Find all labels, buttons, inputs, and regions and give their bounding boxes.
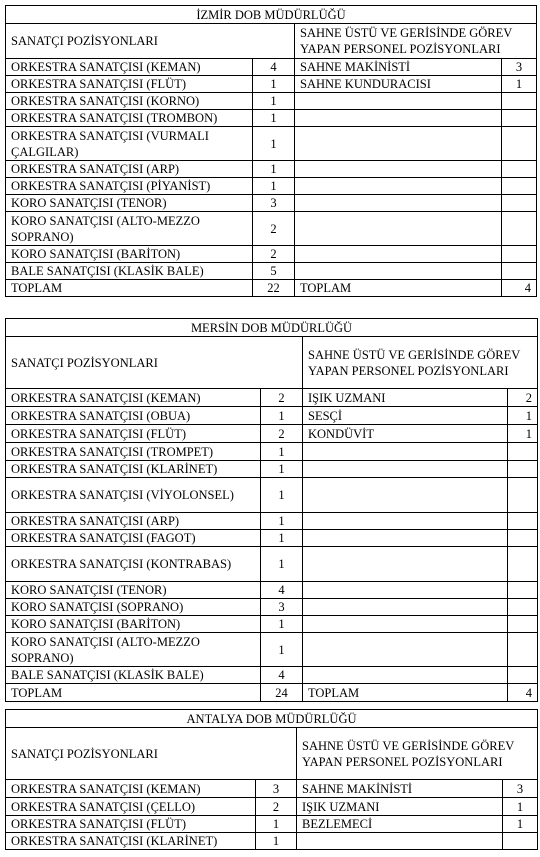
count-cell: 1 xyxy=(261,461,303,478)
position-cell: KORO SANATÇISI (TENOR) xyxy=(6,582,261,599)
staff-cell: BEZLEMECİ xyxy=(297,816,503,833)
count-cell: 3 xyxy=(261,599,303,616)
table-row xyxy=(6,407,538,425)
table-row xyxy=(6,178,537,195)
count-cell: 1 xyxy=(261,443,303,461)
staff-count-cell: 2 xyxy=(508,389,538,407)
staff-cell xyxy=(303,530,508,547)
count-cell: 1 xyxy=(253,110,295,127)
staff-count-cell xyxy=(502,263,537,280)
total-label: TOPLAM xyxy=(6,280,253,297)
table-row xyxy=(6,513,538,530)
table-row xyxy=(6,633,538,667)
position-cell: ORKESTRA SANATÇISI (KEMAN) xyxy=(6,780,256,798)
position-cell: ORKESTRA SANATÇISI (KLARİNET) xyxy=(6,461,261,478)
staff-cell xyxy=(295,93,502,110)
table-row xyxy=(6,110,537,127)
position-cell: KORO SANATÇISI (ALTO-MEZZO SOPRANO) xyxy=(6,212,253,246)
position-cell: KORO SANATÇISI (TENOR) xyxy=(6,195,253,212)
table-row xyxy=(6,127,537,161)
table-row xyxy=(6,195,537,212)
staff-count-cell xyxy=(508,633,538,667)
staff-count-cell xyxy=(508,443,538,461)
staff-cell xyxy=(295,178,502,195)
position-cell: ORKESTRA SANATÇISI (FLÜT) xyxy=(6,816,256,833)
count-cell: 1 xyxy=(261,407,303,425)
izmir-table xyxy=(5,5,537,297)
count-cell: 3 xyxy=(253,195,295,212)
staff-count-cell xyxy=(508,513,538,530)
staff-cell xyxy=(303,547,508,582)
table-row xyxy=(6,93,537,110)
count-cell: 1 xyxy=(253,127,295,161)
staff-cell xyxy=(295,127,502,161)
count-cell: 2 xyxy=(261,425,303,443)
staff-count-cell xyxy=(502,212,537,246)
artist-positions-header: SANATÇI POZİSYONLARI xyxy=(6,337,303,389)
table-row xyxy=(6,76,537,93)
staff-count-cell xyxy=(508,547,538,582)
total-value: 22 xyxy=(253,280,295,297)
antalya-table xyxy=(5,709,538,850)
position-cell: ORKESTRA SANATÇISI (VİYOLONSEL) xyxy=(6,478,261,513)
position-cell: ORKESTRA SANATÇISI (KLARİNET) xyxy=(6,833,256,850)
position-cell: ORKESTRA SANATÇISI (KONTRABAS) xyxy=(6,547,261,582)
position-cell: ORKESTRA SANATÇISI (ÇELLO) xyxy=(6,798,256,816)
staff-positions-header: SAHNE ÜSTÜ VE GERİSİNDE GÖREV YAPAN PERSONEL POZİSYONLARI xyxy=(295,24,537,59)
position-cell: ORKESTRA SANATÇISI (KORNO) xyxy=(6,93,253,110)
position-cell: KORO SANATÇISI (BARİTON) xyxy=(6,616,261,633)
staff-count-cell xyxy=(502,161,537,178)
count-cell: 1 xyxy=(253,93,295,110)
position-cell: KORO SANATÇISI (BARİTON) xyxy=(6,246,253,263)
staff-count-cell xyxy=(502,246,537,263)
staff-cell xyxy=(297,833,503,850)
count-cell: 1 xyxy=(256,833,297,850)
staff-total-value: 4 xyxy=(502,280,537,297)
table-row xyxy=(6,833,538,850)
table-title: İZMİR DOB MÜDÜRLÜĞÜ xyxy=(6,6,537,24)
table-row xyxy=(6,425,538,443)
staff-count-cell xyxy=(502,110,537,127)
table-row xyxy=(6,616,538,633)
staff-count-cell: 1 xyxy=(503,798,538,816)
count-cell: 1 xyxy=(261,547,303,582)
count-cell: 1 xyxy=(261,513,303,530)
count-cell: 1 xyxy=(253,161,295,178)
total-value: 24 xyxy=(261,684,303,702)
staff-cell xyxy=(295,195,502,212)
staff-count-cell: 1 xyxy=(508,425,538,443)
table-row xyxy=(6,667,538,684)
staff-total-value: 4 xyxy=(508,684,538,702)
position-cell: ORKESTRA SANATÇISI (PİYANİST) xyxy=(6,178,253,195)
count-cell: 4 xyxy=(261,582,303,599)
staff-cell xyxy=(303,633,508,667)
position-cell: KORO SANATÇISI (ALTO-MEZZO SOPRANO) xyxy=(6,633,261,667)
count-cell: 4 xyxy=(253,59,295,76)
table-row xyxy=(6,798,538,816)
staff-cell xyxy=(303,599,508,616)
staff-count-cell xyxy=(502,195,537,212)
staff-count-cell xyxy=(508,478,538,513)
position-cell: ORKESTRA SANATÇISI (ARP) xyxy=(6,513,261,530)
staff-count-cell: 1 xyxy=(503,816,538,833)
table-row xyxy=(6,443,538,461)
count-cell: 3 xyxy=(256,780,297,798)
count-cell: 1 xyxy=(261,616,303,633)
staff-cell xyxy=(303,478,508,513)
count-cell: 5 xyxy=(253,263,295,280)
table-row xyxy=(6,816,538,833)
table-row xyxy=(6,599,538,616)
position-cell: ORKESTRA SANATÇISI (ARP) xyxy=(6,161,253,178)
total-row xyxy=(6,684,538,702)
table-title: MERSİN DOB MÜDÜRLÜĞÜ xyxy=(6,319,538,337)
position-cell: BALE SANATÇISI (KLASİK BALE) xyxy=(6,263,253,280)
table-row xyxy=(6,246,537,263)
staff-total-label: TOPLAM xyxy=(295,280,502,297)
artist-positions-header: SANATÇI POZİSYONLARI xyxy=(6,728,297,780)
table-row xyxy=(6,161,537,178)
staff-count-cell: 1 xyxy=(508,407,538,425)
count-cell: 1 xyxy=(256,816,297,833)
staff-cell xyxy=(295,263,502,280)
count-cell: 2 xyxy=(253,212,295,246)
count-cell: 1 xyxy=(261,478,303,513)
staff-cell xyxy=(295,110,502,127)
position-cell: ORKESTRA SANATÇISI (FLÜT) xyxy=(6,425,261,443)
table-row xyxy=(6,547,538,582)
staff-cell xyxy=(303,616,508,633)
staff-cell: SAHNE MAKİNİSTİ xyxy=(297,780,503,798)
table-row xyxy=(6,59,537,76)
staff-positions-header: SAHNE ÜSTÜ VE GERİSİNDE GÖREV YAPAN PERSONEL POZİSYONLARI xyxy=(303,337,538,389)
staff-count-cell xyxy=(502,178,537,195)
count-cell: 1 xyxy=(253,76,295,93)
table-row xyxy=(6,263,537,280)
count-cell: 2 xyxy=(256,798,297,816)
position-cell: ORKESTRA SANATÇISI (OBUA) xyxy=(6,407,261,425)
staff-count-cell: 3 xyxy=(503,780,538,798)
staff-cell xyxy=(295,212,502,246)
total-row xyxy=(6,280,537,297)
staff-count-cell xyxy=(502,93,537,110)
mersin-table xyxy=(5,318,538,702)
position-cell: ORKESTRA SANATÇISI (KEMAN) xyxy=(6,389,261,407)
table-row xyxy=(6,478,538,513)
staff-cell xyxy=(303,667,508,684)
staff-total-label: TOPLAM xyxy=(303,684,508,702)
staff-cell: SAHNE KUNDURACISI xyxy=(295,76,502,93)
table-row xyxy=(6,780,538,798)
count-cell: 1 xyxy=(261,633,303,667)
count-cell: 1 xyxy=(253,178,295,195)
position-cell: ORKESTRA SANATÇISI (KEMAN) xyxy=(6,59,253,76)
count-cell: 1 xyxy=(261,530,303,547)
table-row xyxy=(6,389,538,407)
staff-cell: IŞIK UZMANI xyxy=(303,389,508,407)
staff-count-cell xyxy=(503,833,538,850)
staff-cell xyxy=(303,443,508,461)
position-cell: ORKESTRA SANATÇISI (FAGOT) xyxy=(6,530,261,547)
staff-count-cell xyxy=(502,127,537,161)
table-title: ANTALYA DOB MÜDÜRLÜĞÜ xyxy=(6,710,538,728)
staff-count-cell: 1 xyxy=(502,76,537,93)
staff-cell xyxy=(303,582,508,599)
staff-count-cell: 3 xyxy=(502,59,537,76)
total-label: TOPLAM xyxy=(6,684,261,702)
staff-positions-header: SAHNE ÜSTÜ VE GERİSİNDE GÖREV YAPAN PERSONEL POZİSYONLARI xyxy=(297,728,538,780)
position-cell: ORKESTRA SANATÇISI (VURMALI ÇALGILAR) xyxy=(6,127,253,161)
count-cell: 4 xyxy=(261,667,303,684)
position-cell: KORO SANATÇISI (SOPRANO) xyxy=(6,599,261,616)
staff-cell: IŞIK UZMANI xyxy=(297,798,503,816)
table-row xyxy=(6,530,538,547)
position-cell: ORKESTRA SANATÇISI (TROMPET) xyxy=(6,443,261,461)
staff-cell: KONDÜVİT xyxy=(303,425,508,443)
staff-cell xyxy=(295,246,502,263)
staff-cell xyxy=(295,161,502,178)
staff-count-cell xyxy=(508,530,538,547)
table-row xyxy=(6,212,537,246)
staff-count-cell xyxy=(508,599,538,616)
staff-cell: SESÇİ xyxy=(303,407,508,425)
count-cell: 2 xyxy=(253,246,295,263)
staff-count-cell xyxy=(508,461,538,478)
staff-cell: SAHNE MAKİNİSTİ xyxy=(295,59,502,76)
staff-count-cell xyxy=(508,667,538,684)
position-cell: BALE SANATÇISI (KLASİK BALE) xyxy=(6,667,261,684)
artist-positions-header: SANATÇI POZİSYONLARI xyxy=(6,24,295,59)
staff-count-cell xyxy=(508,616,538,633)
staff-count-cell xyxy=(508,582,538,599)
table-row xyxy=(6,582,538,599)
position-cell: ORKESTRA SANATÇISI (TROMBON) xyxy=(6,110,253,127)
staff-cell xyxy=(303,461,508,478)
position-cell: ORKESTRA SANATÇISI (FLÜT) xyxy=(6,76,253,93)
table-row xyxy=(6,461,538,478)
staff-cell xyxy=(303,513,508,530)
count-cell: 2 xyxy=(261,389,303,407)
